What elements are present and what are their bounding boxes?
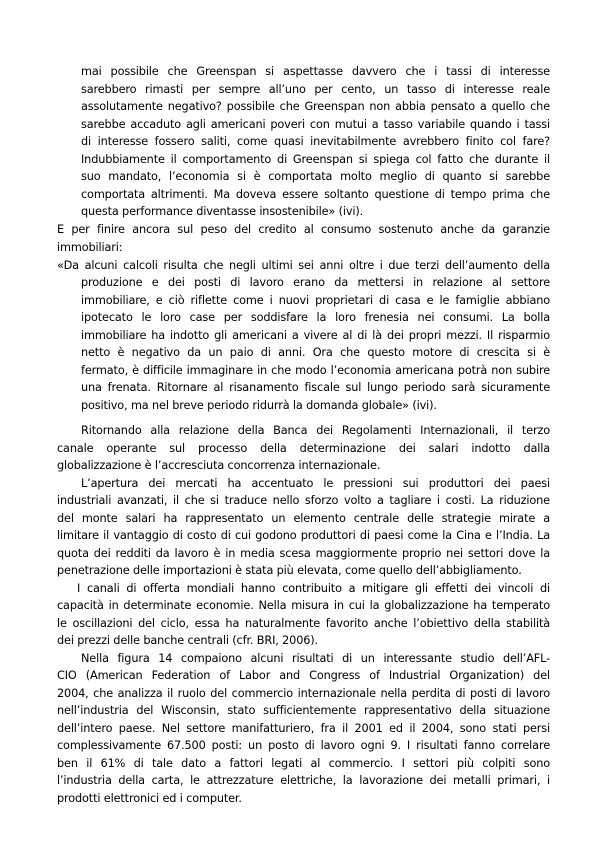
text-line: netto è negativo da un paio di anni. Ora che questo motore di crescita si è	[81, 346, 550, 359]
text-line: Nella figura 14 compaiono alcuni risultati di un interessante studio dell’AFL-	[81, 651, 550, 665]
text-line: una frenata. Ritornare al risanamento fiscale sul lungo periodo sarà sicuramente	[81, 381, 550, 394]
text-line: positivo, ma nel breve periodo ridurrà la domanda globale» (ivi).	[81, 398, 437, 412]
text-line: del monte salari ha rappresentato un elemento centrale delle strategie mirate a	[57, 511, 550, 525]
text-line: immobiliari:	[57, 240, 123, 254]
text-line: penetrazione delle importazioni è stata più elevata, come quello dell’abbigliamento.	[57, 564, 522, 577]
text-line: sarebbe accaduto agli americani poveri con mutui a tasso variabile quando i tassi	[81, 117, 550, 131]
text-line: limitare il vantaggio di costo di cui godono produttori di paesi come la Cina e l’India. La	[57, 529, 550, 542]
text-line: fermato, è difficile immaginare in che modo l’economia americana potrà non subire	[81, 363, 550, 377]
text-line: nell’industria del Wisconsin, stato sufficientemente rappresentativo della situazione	[57, 704, 550, 717]
text-line: E per finire ancora sul peso del credito al consumo sostenuto anche da garanzie	[57, 223, 550, 236]
text-line: L’apertura dei mercati ha accentuato le pressioni sui produttori dei paesi	[81, 476, 550, 490]
text-line: l’industria della carta, le attrezzature elettriche, la lavorazione dei metalli primari, i	[57, 774, 550, 787]
text-line: Ritornando alla relazione della Banca dei Regolamenti Internazionali, il terzo	[81, 424, 550, 437]
text-line: I canali di offerta mondiali hanno contribuito a mitigare gli effetti dei vincoli di	[77, 581, 550, 595]
text-line: dell’intero paese. Nel settore manifatturiero, fra il 2001 ed il 2004, sono stati persi	[57, 721, 550, 735]
text-line: CIO (American Federation of Labor and Congress of Industrial Organization) del	[57, 669, 550, 682]
text-line: Indubbiamente il comportamento di Greenspan si spiega col fatto che durante il	[81, 152, 550, 166]
text-line: sarebbero rimasti per sempre all’uno per cento, un tasso di interesse reale	[81, 82, 550, 96]
text-line: capacità in determinate economie. Nella misura in cui la globalizzazione ha temperato	[57, 599, 550, 612]
text-line: le oscillazioni del ciclo, essa ha naturalmente favorito anche l’obiettivo della stabilità	[57, 616, 550, 630]
text-line: produzione e dei posti di lavoro erano da mettersi in relazione al settore	[81, 276, 550, 289]
text-line: assolutamente negativo? possibile che Greenspan non abbia pensato a quello che	[81, 100, 550, 113]
text-line: mai possibile che Greenspan si aspettasse davvero che i tassi di interesse	[81, 65, 550, 78]
text-line: dei prezzi delle banche centrali (cfr. BRI, 2006).	[57, 634, 318, 647]
text-line: immobiliare ha indotto gli americani a vivere al di là dei propri mezzi. Il risparmio	[81, 328, 550, 342]
text-line: globalizzazione è l’accresciuta concorrenza internazionale.	[57, 459, 381, 472]
text-line: ben il 61% di tale dato a fattori legati al commercio. I settori più colpiti sono	[57, 756, 550, 770]
text-line: ipotecato le loro case per soddisfare la loro frenesia nei consumi. La bolla	[81, 311, 550, 324]
text-line: questa performance diventasse insostenibile» (ivi).	[81, 205, 364, 218]
text-line: comportata altrimenti. Ma doveva essere soltanto questione di tempo prima che	[81, 187, 550, 201]
text-line: quota dei redditi da lavoro è in media scesa maggiormente proprio nei settori dove la	[57, 546, 550, 560]
text-line: industriali avanzati, il che si traduce nello sforzo volto a tagliare i costi. La riduzione	[57, 494, 550, 507]
text-line: complessivamente 67.500 posti: un posto di lavoro ogni 9. I risultati fanno correlare	[57, 739, 550, 752]
text-line: «Da alcuni calcoli risulta che negli ultimi sei anni oltre i due terzi dell’aumento della	[57, 258, 550, 272]
text-line: prodotti elettronici ed i computer.	[57, 791, 242, 805]
text-line: 2004, che analizza il ruolo del commercio internazionale nella perdita di posti di lavoro	[57, 686, 550, 700]
text-line: suo mandato, l’economia si è comportata molto meglio di quanto si sarebbe	[81, 170, 550, 183]
text-line: canale operante sul processo della determinazione dei salari indotto dalla	[57, 441, 550, 455]
text-line: di interesse fossero saliti, come quasi inevitabilmente avrebbero finito col fare?	[81, 135, 550, 148]
text-line: immobiliare, e ciò riflette come i nuovi proprietari di casa e le famiglie abbiano	[81, 293, 550, 307]
